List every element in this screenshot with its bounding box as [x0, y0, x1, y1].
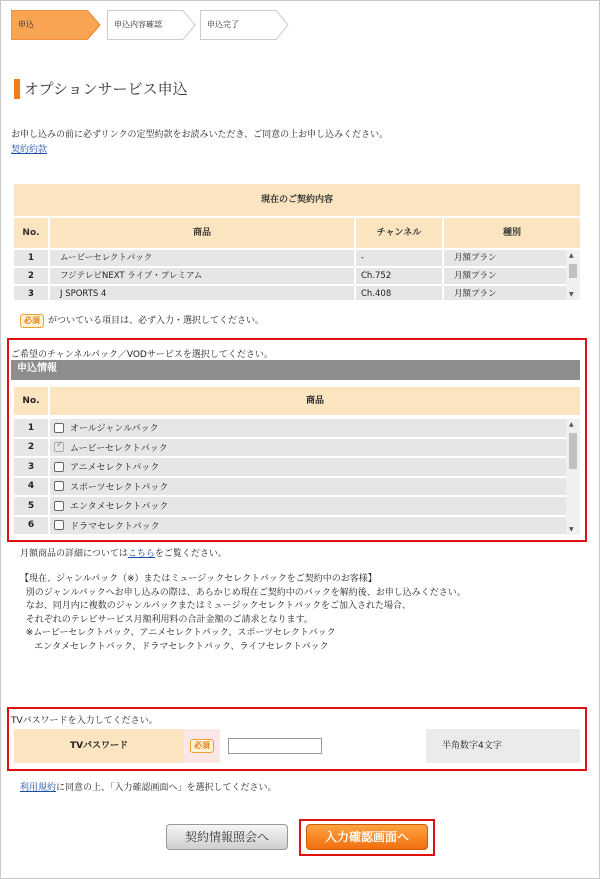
password-label: TVパスワード	[14, 729, 184, 763]
tv-password-input[interactable]	[228, 738, 322, 754]
row-type: 月額プラン	[442, 268, 566, 284]
row-no: 2	[27, 442, 35, 453]
header-product: 商品	[48, 387, 580, 415]
list-item[interactable]	[14, 439, 566, 457]
scroll-up-icon[interactable]: ▲	[569, 421, 574, 428]
row-channel: Ch.752	[354, 268, 442, 284]
header-product: 商品	[48, 218, 354, 248]
details-text	[20, 546, 227, 559]
password-instruction: TVパスワードを入力してください。	[11, 716, 158, 726]
required-note	[20, 313, 264, 328]
header-no: No.	[22, 228, 40, 238]
password-row	[14, 729, 580, 763]
list-item[interactable]	[14, 478, 566, 496]
list-item[interactable]	[14, 517, 566, 535]
step-label: 申込完了	[207, 20, 239, 29]
selection-scrollbar[interactable]	[566, 419, 580, 535]
header-no: No.	[22, 396, 40, 406]
checkbox-anime-select[interactable]	[54, 462, 64, 472]
step-apply	[11, 10, 99, 40]
row-no: 5	[27, 500, 35, 511]
row-type: 月額プラン	[442, 250, 566, 266]
row-product: スポーツセレクトパック	[70, 482, 169, 493]
password-input-cell	[220, 729, 428, 763]
notice-line: 別のジャンルパックへお申し込みの際は、あらかじめ現在ご契約中のパックを解約後、お申し込みください。	[20, 587, 466, 598]
table-row	[14, 286, 566, 300]
contract-table-body[interactable]	[14, 250, 580, 300]
row-no: 6	[27, 520, 35, 531]
checkbox-entame-select[interactable]	[54, 501, 64, 511]
row-no: 4	[27, 481, 35, 492]
row-channel: -	[354, 250, 442, 266]
usage-terms-link[interactable]: 利用規約	[20, 783, 57, 793]
checkbox-movie-select[interactable]	[54, 442, 64, 452]
notice-line: ※ムービーセレクトパック、アニメセレクトパック、スポーツセレクトパック	[20, 628, 336, 638]
list-item[interactable]	[14, 497, 566, 515]
row-product: ムービーセレクトパック	[48, 250, 354, 266]
row-no: 1	[28, 253, 34, 263]
row-type: 月額プラン	[442, 286, 566, 300]
required-note-text: がついている項目は、必ず入力・選択してください。	[48, 316, 265, 326]
contract-header-row	[14, 216, 580, 248]
row-product: J SPORTS 4	[48, 286, 354, 300]
password-hint: 半角数字4文字	[442, 741, 502, 751]
row-product: ドラマセレクトパック	[70, 521, 160, 532]
row-product: オールジャンルパック	[70, 424, 159, 435]
selection-bar-title: 申込情報	[11, 360, 580, 380]
terms-link[interactable]: 契約約款	[11, 145, 48, 155]
selection-instruction: ご希望のチャンネルパック／VODサービスを選択してください。	[11, 350, 273, 360]
contract-info-button[interactable]: 契約情報照会へ	[166, 824, 288, 850]
details-after: をご覧ください。	[154, 549, 227, 559]
table-row	[14, 268, 566, 284]
current-contract-table	[14, 184, 580, 300]
step-confirm	[107, 10, 195, 40]
contract-scrollbar[interactable]	[566, 250, 580, 300]
input-confirm-button[interactable]: 入力確認画面へ	[306, 824, 428, 850]
notice-line: エンタメセレクトパック、ドラマセレクトパック、ライフセレクトパック	[20, 641, 329, 652]
row-no: 1	[27, 422, 35, 433]
row-no: 2	[28, 271, 34, 281]
selection-header-row	[14, 387, 580, 415]
row-no: 3	[28, 289, 34, 299]
agree-text	[20, 780, 277, 793]
selection-list[interactable]	[14, 419, 580, 535]
row-product: フジテレビNEXT ライブ・プレミアム	[48, 268, 354, 284]
scroll-down-icon[interactable]: ▼	[569, 526, 574, 533]
table-row	[14, 250, 566, 266]
contract-table-title: 現在のご契約内容	[14, 184, 580, 216]
notice-line: それぞれのテレビサービス月額利用料の合計金額のご請求となります。	[20, 614, 313, 625]
row-product: アニメセレクトパック	[70, 463, 160, 474]
required-badge: 必須	[190, 739, 214, 753]
step-label: 申込	[18, 20, 34, 29]
checkbox-all-genre[interactable]	[54, 423, 64, 433]
header-type: 種別	[442, 218, 580, 248]
scroll-thumb[interactable]	[569, 433, 577, 469]
step-label: 申込内容確認	[114, 20, 162, 29]
list-item[interactable]	[14, 458, 566, 476]
agree-message: に同意の上、「入力確認画面へ」を選択してください。	[56, 783, 277, 793]
notice-line: なお、同月内に複数のジャンルパックまたはミュージックセレクトパックをご加入された場合、	[20, 601, 411, 611]
details-before: 月額商品の詳細については	[20, 549, 128, 559]
header-channel: チャンネル	[354, 218, 442, 248]
checkbox-drama-select[interactable]	[54, 520, 64, 530]
details-link[interactable]: こちら	[127, 549, 155, 559]
page-title: オプションサービス申込	[14, 78, 188, 100]
row-no: 3	[27, 461, 35, 472]
step-complete	[200, 10, 288, 40]
scroll-thumb[interactable]	[569, 264, 577, 278]
row-channel: Ch.408	[354, 286, 442, 300]
row-product: エンタメセレクトパック	[70, 502, 169, 513]
genre-pack-notice	[20, 573, 466, 654]
required-badge: 必須	[20, 314, 44, 328]
intro-text: お申し込みの前に必ずリンクの定型約款をお読みいただき、ご同意の上お申し込みください。	[11, 130, 389, 140]
scroll-down-icon[interactable]: ▼	[569, 291, 574, 298]
notice-line: 【現在、ジャンルパック（※）またはミュージックセレクトパックをご契約中のお客様】	[20, 574, 377, 584]
password-required-cell	[184, 729, 220, 763]
row-product: ムービーセレクトパック	[70, 443, 168, 454]
scroll-up-icon[interactable]: ▲	[569, 252, 574, 259]
list-item[interactable]	[14, 419, 566, 437]
checkbox-sports-select[interactable]	[54, 481, 64, 491]
